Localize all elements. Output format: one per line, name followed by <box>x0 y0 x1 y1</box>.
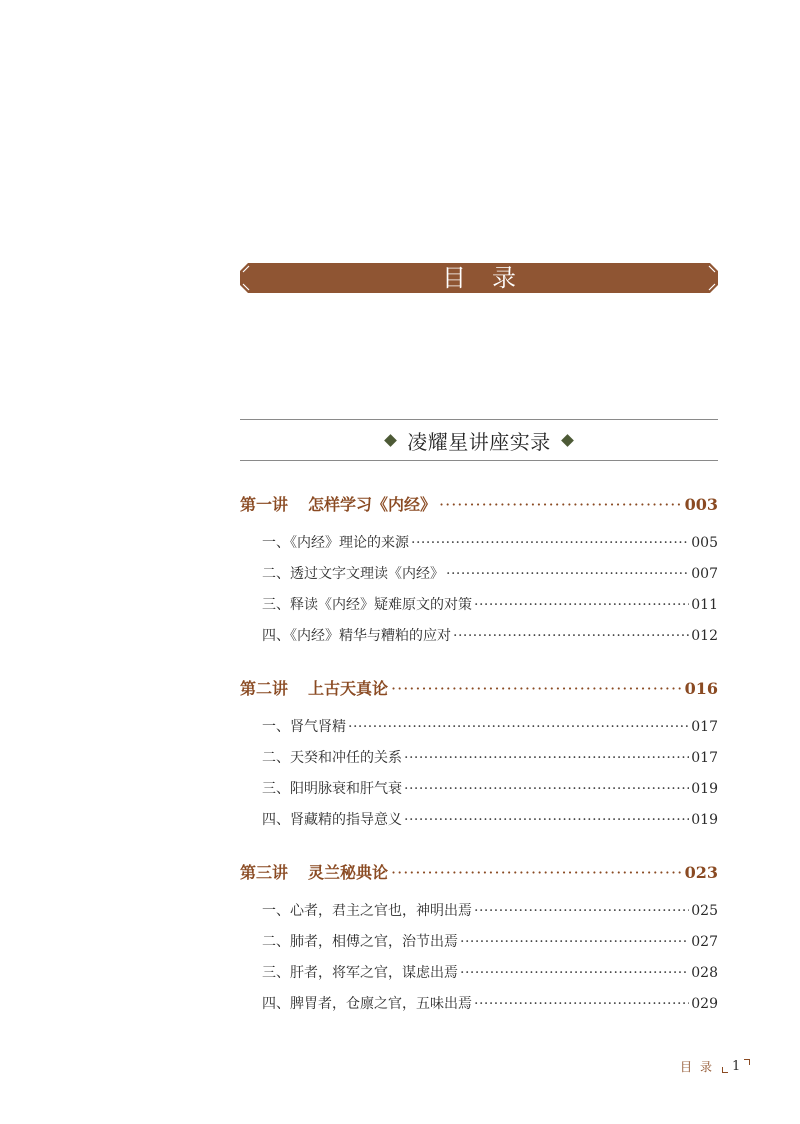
lecture-3 <box>240 860 718 1024</box>
dot-leader <box>404 750 689 766</box>
toc-item-title: 三、肝者，将军之官，谋虑出焉 <box>262 965 458 981</box>
dot-leader <box>404 781 689 797</box>
toc-item-title: 一、肾气肾精 <box>262 719 346 735</box>
dot-leader <box>404 812 689 828</box>
toc-item[interactable] <box>262 563 718 594</box>
toc-item-page: 005 <box>691 535 718 551</box>
toc-item[interactable] <box>262 993 718 1024</box>
dot-leader <box>460 934 689 950</box>
toc-item[interactable] <box>262 594 718 625</box>
title-banner <box>240 263 718 293</box>
toc-item-title: 三、释读《内经》疑难原文的对策 <box>262 597 472 613</box>
toc-item-page: 017 <box>691 719 718 735</box>
dot-leader <box>348 719 689 735</box>
lecture-entry[interactable] <box>240 860 718 890</box>
lecture-entry[interactable] <box>240 676 718 706</box>
toc-item-title: 三、阳明脉衰和肝气衰 <box>262 781 402 797</box>
dot-leader <box>439 495 682 514</box>
toc-item[interactable] <box>262 809 718 840</box>
dot-leader <box>474 903 689 919</box>
lecture-title: 怎样学习《内经》 <box>308 495 437 514</box>
toc-item-title: 四、《内经》精华与糟粕的应对 <box>262 628 451 644</box>
toc-item-title: 一、《内经》理论的来源 <box>262 535 409 551</box>
page-footer <box>680 1056 750 1076</box>
page-number: 1 <box>732 1058 741 1074</box>
footer-label: 目录 <box>680 1059 721 1074</box>
toc-item-title: 二、透过文字文理读《内经》 <box>262 566 444 582</box>
lecture-title: 上古天真论 <box>308 679 389 698</box>
dot-leader <box>391 863 682 882</box>
toc-item-page: 029 <box>691 996 718 1012</box>
dot-leader <box>446 566 689 582</box>
section-title: 凌耀星讲座实录 <box>407 429 551 454</box>
diamond-icon <box>561 434 574 447</box>
lecture-1 <box>240 492 718 656</box>
toc-item-title: 四、脾胃者，仓廪之官，五味出焉 <box>262 996 472 1012</box>
toc-item-page: 027 <box>691 934 718 950</box>
lecture-page: 023 <box>684 863 718 882</box>
lecture-entry[interactable] <box>240 492 718 522</box>
lecture-title: 灵兰秘典论 <box>308 863 389 882</box>
dot-leader <box>460 965 689 981</box>
toc-item-page: 017 <box>691 750 718 766</box>
lecture-number: 第二讲 <box>240 679 289 698</box>
toc-item-title: 二、肺者，相傅之官，治节出焉 <box>262 934 458 950</box>
toc-item[interactable] <box>262 716 718 747</box>
toc-item-title: 四、肾藏精的指导意义 <box>262 812 402 828</box>
lecture-page: 003 <box>684 495 718 514</box>
toc-item-page: 028 <box>691 965 718 981</box>
lecture-2 <box>240 676 718 840</box>
dot-leader <box>391 679 682 698</box>
toc-item[interactable] <box>262 900 718 931</box>
dot-leader <box>411 535 689 551</box>
dot-leader <box>474 597 689 613</box>
section-heading <box>240 419 718 461</box>
toc-item-title: 一、心者，君主之官也，神明出焉 <box>262 903 472 919</box>
toc-item-page: 025 <box>691 903 718 919</box>
page-title: 目录 <box>442 264 542 292</box>
toc-item[interactable] <box>262 625 718 656</box>
toc-item[interactable] <box>262 747 718 778</box>
toc-item[interactable] <box>262 962 718 993</box>
toc-item-page: 011 <box>691 597 718 613</box>
lecture-page: 016 <box>684 679 718 698</box>
dot-leader <box>453 628 689 644</box>
toc-item-page: 007 <box>691 566 718 582</box>
dot-leader <box>474 996 689 1012</box>
toc-item-page: 019 <box>691 812 718 828</box>
lecture-number: 第三讲 <box>240 863 289 882</box>
toc-item[interactable] <box>262 778 718 809</box>
toc-item-page: 019 <box>691 781 718 797</box>
toc-item[interactable] <box>262 931 718 962</box>
toc-item-title: 二、天癸和冲任的关系 <box>262 750 402 766</box>
table-of-contents <box>240 492 718 1024</box>
toc-item[interactable] <box>262 532 718 563</box>
diamond-icon <box>384 434 397 447</box>
lecture-number: 第一讲 <box>240 495 289 514</box>
corner-mark-icon <box>722 1067 728 1073</box>
corner-mark-icon <box>744 1059 750 1065</box>
toc-item-page: 012 <box>691 628 718 644</box>
